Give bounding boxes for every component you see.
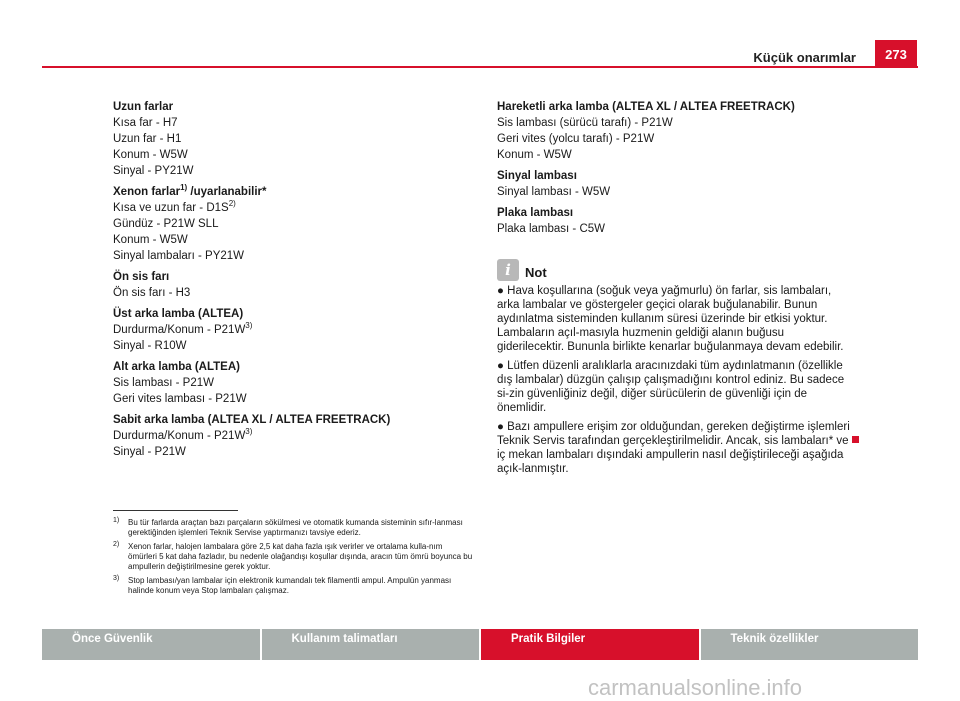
footnote-text: Xenon farlar, halojen lambalara göre 2,5 kat daha fazla ışık verirler ve ortalama kulla-nım ömürleri 5 kat daha fazladır, bu nedenle olağandışı koşullar dışında, aracın tüm ömrü boyunca bu ampullerin değiştirilmesine gerek yoktur. xyxy=(128,542,473,571)
note-list xyxy=(497,284,853,481)
bulb-text: Uzun far - H1 xyxy=(113,133,182,145)
note-item xyxy=(497,359,853,415)
tab-kullanim-talimatlari[interactable]: Kullanım talimatları xyxy=(262,629,480,660)
footnote-number: 1) xyxy=(113,517,120,524)
bulb-line: Sinyal lambası - W5W xyxy=(497,186,611,198)
footnote-number: 2) xyxy=(113,541,120,548)
heading-text: Uzun farlar xyxy=(113,101,174,113)
tab-teknik-ozellikler[interactable]: Teknik özellikler xyxy=(701,629,919,660)
bulb-group-hareketli-arka xyxy=(497,99,853,163)
bulb-group-xenon xyxy=(113,184,473,264)
footnote-ref: 3) xyxy=(245,321,253,331)
header-rule xyxy=(42,66,918,68)
bulb-line xyxy=(113,338,473,354)
bulb-line xyxy=(113,216,473,232)
watermark: carmanualsonline.info xyxy=(588,675,803,700)
bulb-group-sinyal xyxy=(497,168,853,200)
bulb-line: Konum - W5W xyxy=(497,149,572,161)
heading-text: Sabit arka lamba (ALTEA XL / ALTEA FREETRACK) xyxy=(113,414,391,426)
bulb-text: Gündüz - P21W SLL xyxy=(113,218,219,230)
bulb-group-plaka xyxy=(497,205,853,237)
bulb-line xyxy=(113,375,473,391)
section-end-marker xyxy=(852,436,859,443)
group-heading: Sinyal lambası xyxy=(497,170,577,182)
footnote xyxy=(113,576,473,596)
bulb-line xyxy=(113,115,473,131)
bulb-group-sabit-arka xyxy=(113,412,473,460)
note-item xyxy=(497,284,853,354)
bulb-line xyxy=(113,232,473,248)
tab-pratik-bilgiler[interactable]: Pratik Bilgiler xyxy=(481,629,699,660)
bulb-group-uzun-farlar xyxy=(113,99,473,179)
bulb-line xyxy=(113,391,473,407)
bulb-line xyxy=(113,200,473,216)
footnotes xyxy=(113,518,473,600)
footnote-ref: 2) xyxy=(228,199,236,209)
tab-once-guvenlik[interactable]: Önce Güvenlik xyxy=(42,629,260,660)
group-heading xyxy=(113,412,473,428)
bullet: ● xyxy=(497,360,504,372)
bulb-text: Durdurma/Konum - P21W xyxy=(113,324,246,336)
bulb-line xyxy=(113,428,473,444)
bulb-text: Kısa far - H7 xyxy=(113,117,178,129)
group-heading: Hareketli arka lamba (ALTEA XL / ALTEA FREETRACK) xyxy=(497,101,795,113)
footnote-number: 3) xyxy=(113,575,120,582)
bulb-text: Durdurma/Konum - P21W xyxy=(113,430,246,442)
group-heading xyxy=(113,359,473,375)
bulb-text: Sinyal - PY21W xyxy=(113,165,194,177)
bulb-line xyxy=(113,285,473,301)
heading-text: Ön sis farı xyxy=(113,271,170,283)
bulb-line: Sis lambası (sürücü tarafı) - P21W xyxy=(497,117,673,129)
note-text: Bazı ampullere erişim zor olduğundan, gereken değiştirme işlemleri Teknik Servis tarafından gerçekleştirilmelidir. Ancak, sis lambaları* ve iç mekan lambaları dışındaki ampullerin nasıl değiştirileceği aşağıda açık-lanmıştır. xyxy=(497,421,850,475)
bulb-text: Sinyal - P21W xyxy=(113,446,186,458)
bulb-text: Ön sis farı - H3 xyxy=(113,287,191,299)
bulb-text: Sinyal - R10W xyxy=(113,340,187,352)
footnote-ref: 3) xyxy=(245,427,253,437)
heading-text: Alt arka lamba (ALTEA) xyxy=(113,361,240,373)
group-heading xyxy=(113,184,473,200)
chapter-title: Küçük onarımlar xyxy=(753,50,856,65)
bulb-text: Konum - W5W xyxy=(113,234,188,246)
bulb-text: Geri vites lambası - P21W xyxy=(113,393,247,405)
left-column xyxy=(113,99,473,465)
bulb-text: Sinyal lambaları - PY21W xyxy=(113,250,245,262)
note-item xyxy=(497,420,853,476)
group-heading xyxy=(113,269,473,285)
footer-nav xyxy=(42,629,918,660)
footnote-text: Stop lambası/yan lambalar için elektronik kumandalı tek filamentli ampul. Ampulün yanması halinde konum veya Stop lambaları çalışmaz. xyxy=(128,576,452,595)
bullet: ● xyxy=(497,285,504,297)
bulb-group-alt-arka xyxy=(113,359,473,407)
footnote xyxy=(113,518,473,538)
page-number: 273 xyxy=(875,40,917,66)
footnote xyxy=(113,542,473,572)
note-text: Lütfen düzenli aralıklarla aracınızdaki tüm aydınlatmanın (özellikle dış lambalar) düzgün çalışıp çalışmadığını kontrol ediniz. Bu sadece si-zin güvenliğiniz değil, diğer sürücülerin de güvenliği için de önemlidir. xyxy=(497,360,845,414)
footnote-rule xyxy=(113,510,238,511)
note-title: Not xyxy=(525,265,547,280)
bulb-group-on-sis xyxy=(113,269,473,301)
bulb-line xyxy=(113,322,473,338)
bulb-text: Konum - W5W xyxy=(113,149,188,161)
group-heading xyxy=(113,99,473,115)
bulb-group-ust-arka xyxy=(113,306,473,354)
bulb-line: Geri vites (yolcu tarafı) - P21W xyxy=(497,133,655,145)
footnote-text: Bu tür farlarda araçtan bazı parçaların sökülmesi ve otomatik kumanda sisteminin sıfır-lanması gerektiğinden işlemleri Teknik Servise yaptırmanızı tavsiye ederiz. xyxy=(128,518,463,537)
bulb-text: Kısa ve uzun far - D1S xyxy=(113,202,229,214)
group-heading xyxy=(113,306,473,322)
heading-text: Xenon farlar xyxy=(113,186,181,198)
bulb-line xyxy=(113,163,473,179)
bulb-text: Sis lambası - P21W xyxy=(113,377,214,389)
heading-text: Üst arka lamba (ALTEA) xyxy=(113,308,244,320)
bulb-line xyxy=(113,444,473,460)
note-text: Hava koşullarına (soğuk veya yağmurlu) ön farlar, sis lambaları, arka lambalar ve göstergeler geçici olarak buğulanabilir. Bunun aydınlatma sisteminden kullanım süresi üzerinde bir etkisi yoktur. Lambaların açıl-masıyla huzmenin geldiği alanın buğusu giderilecektir. Bununla birlikte kenarlar buğulanmaya devam edebilir. xyxy=(497,285,844,353)
bulb-line xyxy=(113,131,473,147)
bulb-line xyxy=(113,248,473,264)
footnote-ref: 1) xyxy=(180,183,188,193)
heading-suffix: /uyarlanabilir* xyxy=(187,186,267,198)
bulb-line: Plaka lambası - C5W xyxy=(497,223,606,235)
group-heading: Plaka lambası xyxy=(497,207,574,219)
bullet: ● xyxy=(497,421,504,433)
bulb-line xyxy=(113,147,473,163)
info-icon: i xyxy=(497,259,519,281)
right-column xyxy=(497,99,853,242)
